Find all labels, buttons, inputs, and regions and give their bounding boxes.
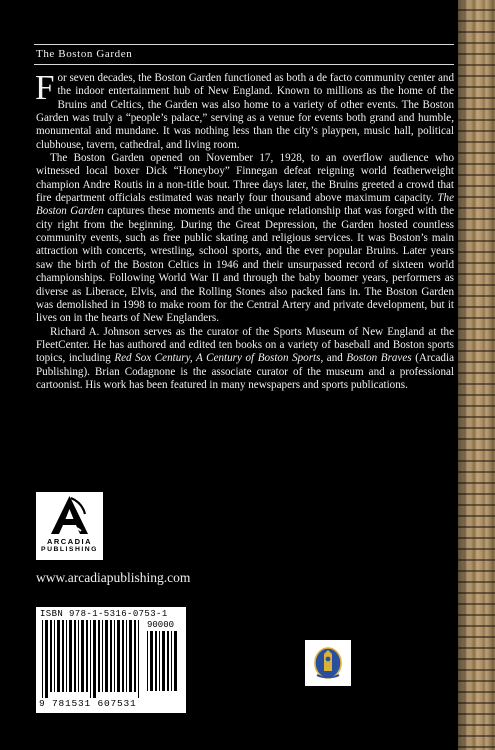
book-title-braves: Boston Braves (346, 352, 412, 365)
price-code: 90000 (147, 620, 175, 630)
paragraph-authors-and: and (326, 352, 343, 365)
paragraph-history-text-b: captures these moments and the unique relationship that was forged with the city right from the beginning. During the Great Depression, the Garden hosted countless community events, such as free public skating and religious services. It was Boston’s main attraction with concerts, wrestling, school sports, and the ever popular Bruins. Later years saw the birth of the Boston Celtics in 1946 and their unsurpassed record of sixteen world championships. Following World War II and through the baby boomer years, performers as diverse as Liberace, Elvis, and the Rolling Stones also packed fans in. The Boston Garden was demolished in 1998 to make room for the Central Artery and private development, but it lives on in the hearts of New Englanders. (36, 205, 454, 325)
isbn-barcode (36, 607, 186, 713)
logo-word-arcadia: ARCADIA (46, 537, 93, 546)
paragraph-intro (35, 68, 454, 152)
building-photo-strip (458, 0, 495, 750)
paragraph-authors-text-b: (Arcadia Publishing). Brian Codagnone is the associate curator of the museum and a professional cartoonist. His work has been featured in many newspapers and sports publications. (36, 352, 454, 391)
paragraph-history (36, 152, 454, 325)
isbn-number: ISBN 978-1-5316-0753-1 (40, 609, 168, 619)
book-title-inline: The Boston Garden (36, 192, 454, 218)
massachusetts-seal-icon (305, 640, 351, 686)
paragraph-intro-text: or seven decades, the Boston Garden functioned as both a de facto community center and the indoor entertainment hub of New England. Known to millions as the home of the Bruins and Celtics, the Garden was also home to a variety of other events. The Boston Garden was truly a “people’s palace,” serving as a venue for events both grand and humble, monumental and mundane. It was nothing less than the city’s playpen, music hall, political clubhouse, tavern, cathedral, and living room. (36, 72, 454, 151)
arcadia-logo (36, 492, 103, 560)
barcode-digits: 9 781531 607531 (39, 698, 137, 709)
paragraph-history-text-a: The Boston Garden opened on November 17, 1928, to an overflow audience who witnessed local boxer Dick “Honeyboy” Finnegan defeat reigning world featherweight champion Andre Routis in a non-title bout. Three days later, the Bruins greeted a crowd that fire department officials estimated was nearly four thousand above maximum capacity. (36, 152, 454, 205)
paragraph-authors (36, 326, 454, 393)
logo-word-publishing: PUBLISHING (41, 546, 98, 553)
cover-description (35, 68, 454, 392)
ean-barcode-bars (42, 620, 142, 698)
header-rule-top (34, 44, 454, 45)
arcadia-a-mark-icon (36, 492, 103, 538)
drop-cap: F (35, 68, 55, 107)
paragraph-authors-text-a: Richard A. Johnson serves as the curator of the Sports Museum of New England at the FleetCenter. He has authored and edited ten books on a variety of baseball and Boston sports topics, including (36, 325, 454, 365)
publisher-website: www.arcadiapublishing.com (36, 570, 191, 585)
book-title-header: The Boston Garden (36, 48, 133, 60)
price-addon-bars (147, 631, 181, 691)
header-rule-bottom (34, 64, 454, 65)
book-list-inline: Red Sox Century, A Century of Boston Sports, (114, 352, 324, 365)
